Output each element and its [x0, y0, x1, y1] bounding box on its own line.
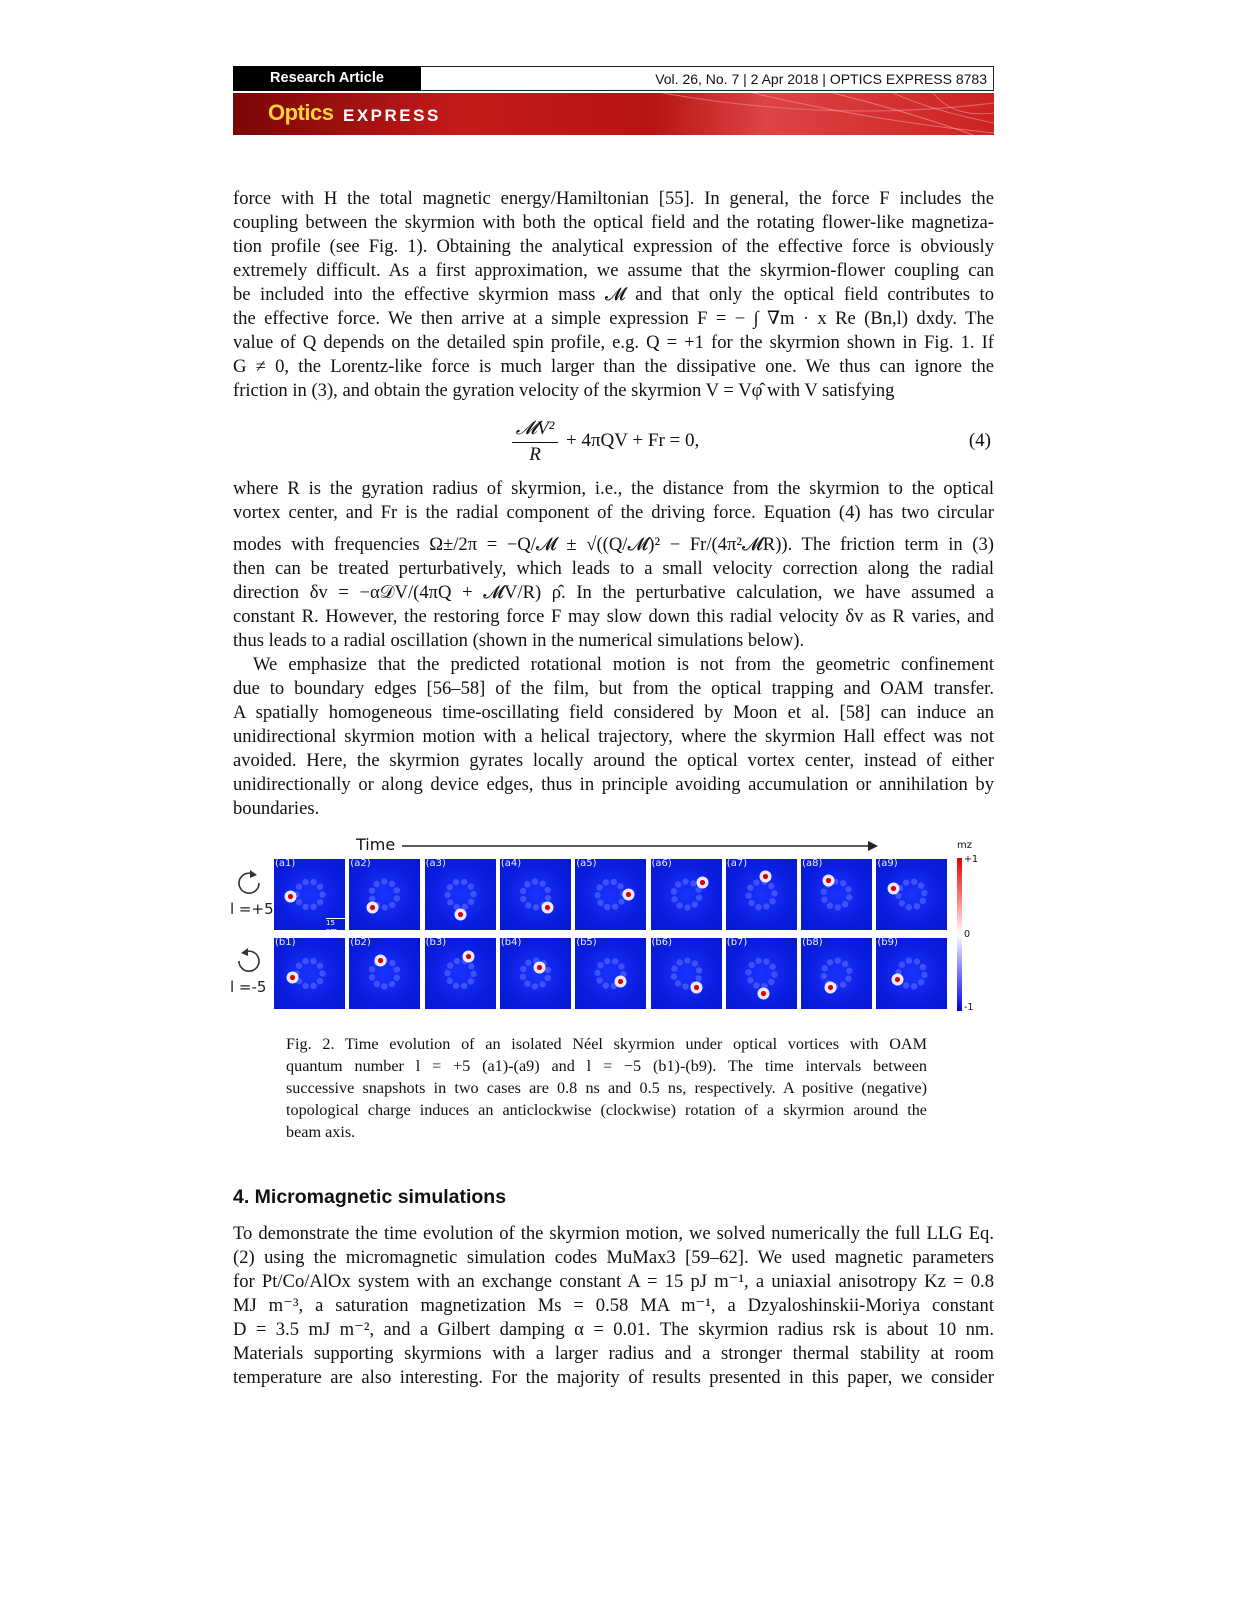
colorbar	[957, 858, 962, 1011]
figure-2	[228, 832, 998, 1022]
text-line: D = 3.5 mJ m⁻², and a Gilbert damping α = 0.01. The skyrmion radius rsk is about 10 nm.	[233, 1319, 994, 1340]
skyrmion-ring-pattern	[726, 938, 797, 1009]
caption-line: Fig. 2. Time evolution of an isolated Néel skyrmion under optical vortices with OAM	[286, 1035, 927, 1053]
skyrmion-snapshot	[425, 938, 496, 1009]
snapshot-label: (a7)	[726, 858, 748, 869]
skyrmion-snapshot	[651, 938, 722, 1009]
snapshot-label: (b8)	[802, 937, 823, 948]
eq4-denominator: R	[529, 444, 541, 465]
text-line: vortex center, and Fr is the radial component of the driving force. Equation (4) has two circular	[233, 502, 994, 523]
skyrmion-ring-pattern	[651, 938, 722, 1009]
paragraph-simulations	[233, 1222, 994, 1390]
caption-line: successive snapshots in two cases are 0.8 ns and 0.5 ns, respectively. A positive (negative)	[286, 1079, 927, 1097]
skyrmion-ring-pattern	[500, 938, 571, 1009]
skyrmion-ring-pattern	[801, 938, 872, 1009]
text-line: modes with frequencies Ω±/2π = −Q/𝓜 ± √((Q/𝓜)² − Fr/(4π²𝓜R)). The friction term in (3)	[233, 534, 994, 555]
row-a-label: l =+5	[230, 900, 274, 918]
article-type-label: Research Article	[233, 66, 421, 91]
skyrmion-snapshot	[349, 859, 420, 930]
skyrmion-snapshot	[726, 938, 797, 1009]
time-arrow	[400, 838, 880, 854]
skyrmion-ring-pattern	[500, 859, 571, 930]
skyrmion-snapshot	[726, 859, 797, 930]
skyrmion-snapshot	[500, 938, 571, 1009]
snapshot-label: (a9)	[877, 858, 898, 869]
banner-logo-express: EXPRESS	[343, 106, 441, 125]
equation-4	[233, 418, 994, 470]
skyrmion-snapshot	[274, 938, 345, 1009]
snapshot-label: (a8)	[802, 858, 823, 869]
text-line: direction δv = −α𝒟V/(4πQ + 𝓜V/R) ρ̂. In the perturbative calculation, we have assumed a	[233, 582, 994, 603]
skyrmion-ring-pattern	[349, 859, 420, 930]
skyrmion-snapshot	[425, 859, 496, 930]
text-line: extremely difficult. As a first approximation, we assume that the skyrmion-flower coupling can	[233, 260, 994, 281]
eq4-numerator: 𝓜V²	[515, 418, 555, 439]
skyrmion-ring-pattern	[876, 938, 947, 1009]
caption-line: beam axis.	[286, 1123, 356, 1141]
snapshot-label: (b7)	[726, 937, 748, 948]
text-line: force with H the total magnetic energy/Hamiltonian [55]. In general, the force F includes the	[233, 188, 994, 209]
skyrmion-ring-pattern	[575, 938, 646, 1009]
snapshot-label: (a3)	[425, 858, 446, 869]
journal-citation: Vol. 26, No. 7 | 2 Apr 2018 | OPTICS EXPRESS 8783	[655, 71, 987, 87]
scale-bar-label: 15 nm	[326, 918, 345, 935]
snapshot-label: (a2)	[350, 858, 371, 869]
snapshot-label: (a5)	[576, 858, 597, 869]
text-line: To demonstrate the time evolution of the skyrmion motion, we solved numerically the full LLG Eq.	[233, 1223, 994, 1244]
time-axis-label: Time	[356, 835, 396, 854]
snapshot-label: (b2)	[350, 937, 371, 948]
text-line: the effective force. We then arrive at a simple expression F = − ∫ ∇m · x Re (Bn,l) dxdy. The	[233, 308, 994, 329]
skyrmion-snapshot	[801, 938, 872, 1009]
text-line: G ≠ 0, the Lorentz-like force is much larger than the dissipative one. We thus can ignore the	[233, 356, 994, 377]
skyrmion-snapshot	[876, 859, 947, 930]
snapshot-label: (b6)	[651, 937, 673, 948]
text-line: coupling between the skyrmion with both the optical field and the rotating flower-like magnetiza-	[233, 212, 994, 233]
colorbar-tick-min: -1	[964, 1002, 974, 1013]
snapshot-label: (b3)	[425, 937, 447, 948]
skyrmion-snapshot	[575, 859, 646, 930]
text-line: value of Q depends on the detailed spin profile, e.g. Q = +1 for the skyrmion shown in Fig. 1. If	[233, 332, 994, 353]
eq4-number: (4)	[968, 430, 991, 451]
skyrmion-snapshot	[575, 938, 646, 1009]
skyrmion-ring-pattern	[876, 859, 947, 930]
text-line: where R is the gyration radius of skyrmion, i.e., the distance from the skyrmion to the optical	[233, 478, 994, 499]
text-line: Materials supporting skyrmions with a larger radius and a stronger thermal stability at room	[233, 1343, 994, 1364]
skyrmion-snapshot	[801, 859, 872, 930]
text-line: (2) using the micromagnetic simulation codes MuMax3 [59–62]. We used magnetic parameters	[233, 1247, 994, 1268]
colorbar-tick-zero: 0	[964, 929, 971, 940]
snapshot-label: (a6)	[651, 858, 672, 869]
anticlockwise-arrow-icon	[234, 868, 264, 898]
section-heading: 4. Micromagnetic simulations	[233, 1186, 507, 1208]
skyrmion-ring-pattern	[425, 938, 496, 1009]
snapshot-label: (a4)	[500, 858, 522, 869]
skyrmion-snapshot	[349, 938, 420, 1009]
text-line: unidirectional skyrmion motion with a helical trajectory, where the skyrmion Hall effect was not	[233, 726, 994, 747]
skyrmion-snapshot	[274, 858, 345, 935]
snapshot-label: (b9)	[877, 937, 898, 948]
skyrmion-snapshot	[651, 859, 722, 930]
skyrmion-snapshot	[876, 938, 947, 1009]
text-line: MJ m⁻³, a saturation magnetization Ms = 0.58 MA m⁻¹, a Dzyaloshinskii-Moriya constant	[233, 1295, 994, 1316]
text-line: then can be treated perturbatively, which leads to a small velocity correction along the radial	[233, 558, 994, 579]
text-line: A spatially homogeneous time-oscillating field considered by Moon et al. [58] can induce an	[233, 702, 994, 723]
text-line: boundaries.	[233, 798, 320, 819]
text-line: thus leads to a radial oscillation (shown in the numerical simulations below).	[233, 630, 805, 651]
text-line: temperature are also interesting. For the majority of results presented in this paper, we consider	[233, 1367, 994, 1388]
row-b-label: l =-5	[230, 978, 267, 996]
skyrmion-ring-pattern	[349, 938, 420, 1009]
skyrmion-ring-pattern	[726, 859, 797, 930]
text-line: We emphasize that the predicted rotational motion is not from the geometric confinement	[253, 654, 994, 675]
colorbar-title: mz	[957, 840, 972, 851]
caption-line: quantum number l = +5 (a1)-(a9) and l = −5 (b1)-(b9). The time intervals between	[286, 1057, 927, 1075]
text-line: for Pt/Co/AlOx system with an exchange constant A = 15 pJ m⁻¹, a uniaxial anisotropy Kz = 0.8	[233, 1271, 994, 1292]
skyrmion-snapshot	[500, 859, 571, 930]
banner-logo-optics: Optics	[268, 100, 334, 125]
skyrmion-ring-pattern	[801, 859, 872, 930]
snapshot-label: (b5)	[576, 937, 597, 948]
colorbar-tick-max: +1	[964, 854, 979, 865]
caption-line: topological charge induces an anticlockwise (clockwise) rotation of a skyrmion around the	[286, 1101, 927, 1119]
eq4-rest: + 4πQV + Fr = 0,	[566, 430, 700, 451]
figure-caption	[286, 1033, 927, 1143]
text-line: constant R. However, the restoring force F may slow down this radial velocity δv as R varies, and	[233, 606, 994, 627]
skyrmion-ring-pattern	[651, 859, 722, 930]
snapshot-label: (b1)	[275, 937, 296, 948]
snapshot-label: (b4)	[500, 937, 522, 948]
skyrmion-ring-pattern	[425, 859, 496, 930]
text-line: unidirectionally or along device edges, thus in principle avoiding accumulation or annihilation by	[233, 774, 994, 795]
snapshot-label: (a1)	[275, 858, 296, 869]
text-line: due to boundary edges [56–58] of the film, but from the optical trapping and OAM transfer.	[233, 678, 994, 699]
paragraph-gyration	[233, 477, 994, 653]
paragraph-emphasis	[233, 653, 994, 821]
text-line: avoided. Here, the skyrmion gyrates locally around the optical vortex center, instead of either	[233, 750, 994, 771]
skyrmion-ring-pattern	[274, 938, 345, 1009]
paragraph-force	[233, 187, 994, 403]
clockwise-arrow-icon	[234, 946, 264, 976]
skyrmion-ring-pattern	[575, 859, 646, 930]
text-line: friction in (3), and obtain the gyration velocity of the skyrmion V = Vφ̂ with V satisfying	[233, 380, 895, 401]
text-line: be included into the effective skyrmion mass 𝓜 and that only the optical field contributes to	[233, 284, 994, 305]
text-line: tion profile (see Fig. 1). Obtaining the analytical expression of the effective force is obviously	[233, 236, 994, 257]
